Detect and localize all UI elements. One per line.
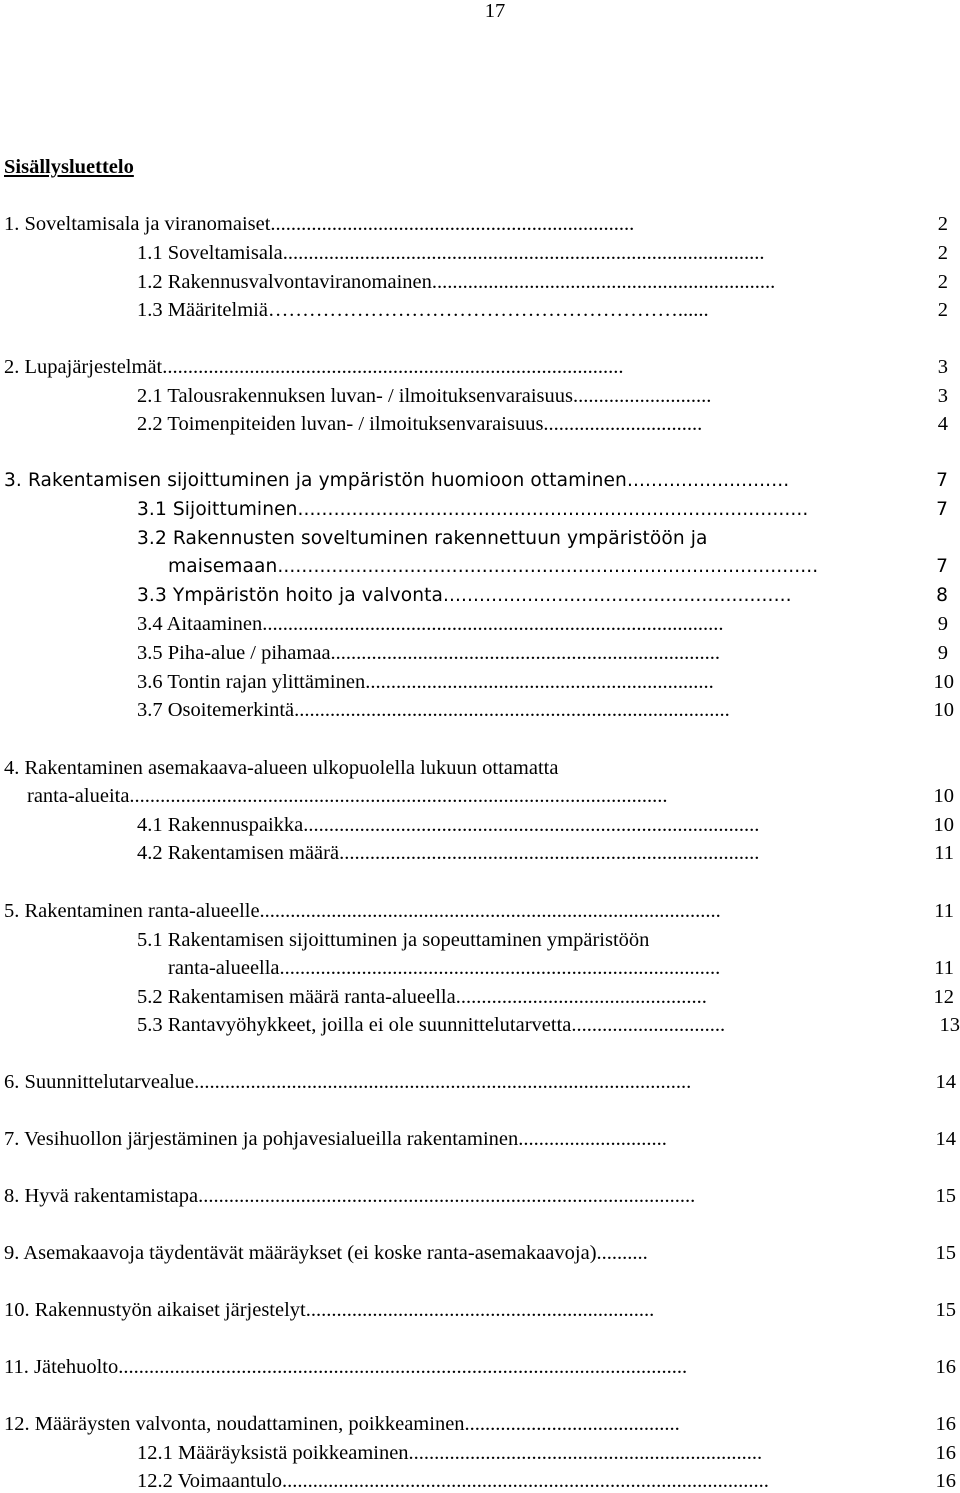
toc-entry-text: 3.1 Sijoittuminen..................................................................................... [137, 499, 809, 520]
toc-entry[interactable] [4, 1412, 921, 1436]
toc-entry-page: 10 [933, 699, 954, 721]
toc-entry-page: 7 [936, 470, 948, 491]
toc-entry-page: 15 [935, 1185, 956, 1207]
toc-entry-page: 11 [934, 900, 954, 922]
toc-entry-text: 3. Rakentamisen sijoittuminen ja ympäristön huomioon ottaminen........................... [4, 470, 790, 491]
toc-entry[interactable] [137, 584, 919, 608]
toc-entry-text: 2. Lupajärjestelmät.......................................................................................... [4, 356, 624, 378]
toc-entry-page: 10 [933, 671, 954, 693]
toc-entry-text: 3.6 Tontin rajan ylittäminen.................................................................... [137, 671, 714, 693]
toc-entry-text: 12.1 Määräyksistä poikkeaminen..................................................................... [137, 1442, 763, 1464]
toc-entry-page: 12 [933, 986, 954, 1008]
toc-entry-page: 2 [937, 213, 948, 235]
toc-entry-page: 2 [937, 271, 948, 293]
toc-entry-page: 11 [934, 842, 954, 864]
toc-entry-text: 5.2 Rakentamisen määrä ranta-alueella................................................. [137, 986, 707, 1008]
toc-entry-page: 16 [935, 1413, 956, 1435]
toc-entry[interactable] [137, 241, 895, 265]
toc-entry-page: 9 [937, 613, 948, 635]
toc-entry-text: 1.2 Rakennusvalvontaviranomainen................................................................... [137, 271, 776, 293]
toc-entry-page: 14 [935, 1071, 956, 1093]
toc-entry[interactable] [137, 298, 919, 322]
toc-entry-text: 12.2 Voimaantulo............................................................................................... [137, 1470, 769, 1492]
toc-entry-text: 1.1 Soveltamisala.............................................................................................. [137, 242, 765, 264]
toc-entry[interactable] [4, 355, 925, 379]
toc-entry-page: 2 [937, 299, 948, 321]
toc-entry-text: maisemaan.......................................................................................... [168, 556, 819, 577]
toc-entry[interactable] [137, 412, 912, 436]
toc-entry-page: 16 [935, 1442, 956, 1464]
toc-entry[interactable] [4, 899, 929, 923]
toc-entry-page: 9 [937, 642, 948, 664]
toc-entry[interactable] [137, 813, 880, 837]
toc-entry-page: 7 [936, 499, 948, 520]
toc-entry-text: 9. Asemakaavoja täydentävät määräykset (ei koske ranta-asemakaavoja).......... [4, 1242, 648, 1264]
toc-entry-page: 3 [937, 356, 948, 378]
toc-entry[interactable] [4, 469, 919, 493]
toc-entry-text: 4.1 Rakennuspaikka......................................................................................... [137, 814, 760, 836]
toc-entry[interactable] [27, 784, 897, 808]
toc-entry-page: 16 [935, 1356, 956, 1378]
toc-entry-page: 16 [935, 1470, 956, 1492]
toc-entry[interactable] [168, 956, 898, 980]
toc-entry[interactable] [4, 1127, 901, 1151]
toc-entry[interactable] [137, 841, 897, 865]
toc-entry-text: 3.2 Rakennusten soveltuminen rakennettuun ympäristöön ja [137, 528, 708, 549]
toc-entry-text: 4. Rakentaminen asemakaava-alueen ulkopuolella lukuun ottamatta [4, 757, 559, 779]
toc-entry-page: 15 [935, 1299, 956, 1321]
toc-entry[interactable] [137, 698, 907, 722]
toc-entry-text: ranta-alueella...................................................................................... [168, 957, 721, 979]
toc-entry[interactable] [137, 498, 917, 522]
toc-entry-text: 7. Vesihuollon järjestäminen ja pohjavesialueilla rakentaminen............................. [4, 1128, 667, 1150]
toc-entry-text: 5.3 Rantavyöhykkeet, joilla ei ole suunnittelutarvetta.............................. [137, 1014, 726, 1036]
toc-entry[interactable] [137, 670, 907, 694]
toc-entry-text: 3.3 Ympäristön hoito ja valvonta.......................................................... [137, 585, 792, 606]
toc-entry-page: 2 [937, 242, 948, 264]
toc-entry[interactable] [4, 1241, 924, 1265]
toc-entry-page: 10 [933, 814, 954, 836]
toc-entry[interactable] [137, 270, 897, 294]
toc-entry-text: 1. Soveltamisala ja viranomaiset....................................................................... [4, 213, 635, 235]
toc-entry[interactable] [137, 612, 915, 636]
toc-entry-page: 4 [937, 413, 948, 435]
toc-entry[interactable] [137, 527, 737, 551]
toc-entry-text: 3.7 Osoitemerkintä..................................................................................... [137, 699, 730, 721]
toc-entry-page: 3 [937, 385, 948, 407]
toc-entry-page: 11 [934, 957, 954, 979]
toc-entry[interactable] [137, 384, 939, 408]
toc-entry-page: 15 [935, 1242, 956, 1264]
toc-entry[interactable] [137, 1013, 907, 1037]
toc-entry[interactable] [4, 756, 664, 780]
toc-entry[interactable] [137, 641, 919, 665]
toc-entry-text: 2.1 Talousrakennuksen luvan- / ilmoituksenvaraisuus........................... [137, 385, 712, 407]
toc-entry[interactable] [4, 1298, 916, 1322]
toc-entry[interactable] [4, 212, 924, 236]
toc-entry[interactable] [4, 1070, 897, 1094]
toc-entry-text: 8. Hyvä rakentamistapa................................................................................................. [4, 1185, 696, 1207]
toc-entry-text: 5. Rakentaminen ranta-alueelle.......................................................................................... [4, 900, 721, 922]
toc-entry-text: ranta-alueita......................................................................................................... [27, 785, 668, 807]
toc-entry-text: 6. Suunnittelutarvealue................................................................................................. [4, 1071, 692, 1093]
toc-entry-page: 14 [935, 1128, 956, 1150]
page-number: 17 [484, 0, 506, 22]
toc-entry[interactable] [4, 1184, 901, 1208]
toc-entry-text: 5.1 Rakentamisen sijoittuminen ja sopeuttaminen ympäristöön [137, 929, 650, 951]
toc-entry-text: 4.2 Rakentamisen määrä.................................................................................. [137, 842, 760, 864]
toc-entry-text: 11. Jätehuolto............................................................................................................... [4, 1356, 688, 1378]
toc-entry[interactable] [168, 555, 924, 579]
toc-entry-text: 2.2 Toimenpiteiden luvan- / ilmoituksenvaraisuus............................... [137, 413, 703, 435]
toc-entry-page: 10 [933, 785, 954, 807]
toc-heading: Sisällysluettelo [4, 156, 134, 178]
toc-entry-text: 3.4 Aitaaminen.......................................................................................... [137, 613, 724, 635]
toc-entry-page: 7 [936, 556, 948, 577]
toc-entry[interactable] [137, 1469, 907, 1493]
toc-entry-page: 8 [936, 585, 948, 606]
toc-entry[interactable] [137, 1441, 917, 1465]
toc-entry[interactable] [137, 985, 899, 1009]
toc-entry-text: 10. Rakennustyön aikaiset järjestelyt.................................................................... [4, 1299, 655, 1321]
toc-entry[interactable] [4, 1355, 897, 1379]
toc-entry-text: 3.5 Piha-alue / pihamaa............................................................................ [137, 642, 721, 664]
toc-entry-text: 1.3 Määritelmiä……………………………………………………...... [137, 299, 709, 321]
toc-entry-text: 12. Määräysten valvonta, noudattaminen, poikkeaminen.......................................... [4, 1413, 680, 1435]
toc-entry-page: 13 [939, 1014, 960, 1036]
toc-entry[interactable] [137, 928, 857, 952]
